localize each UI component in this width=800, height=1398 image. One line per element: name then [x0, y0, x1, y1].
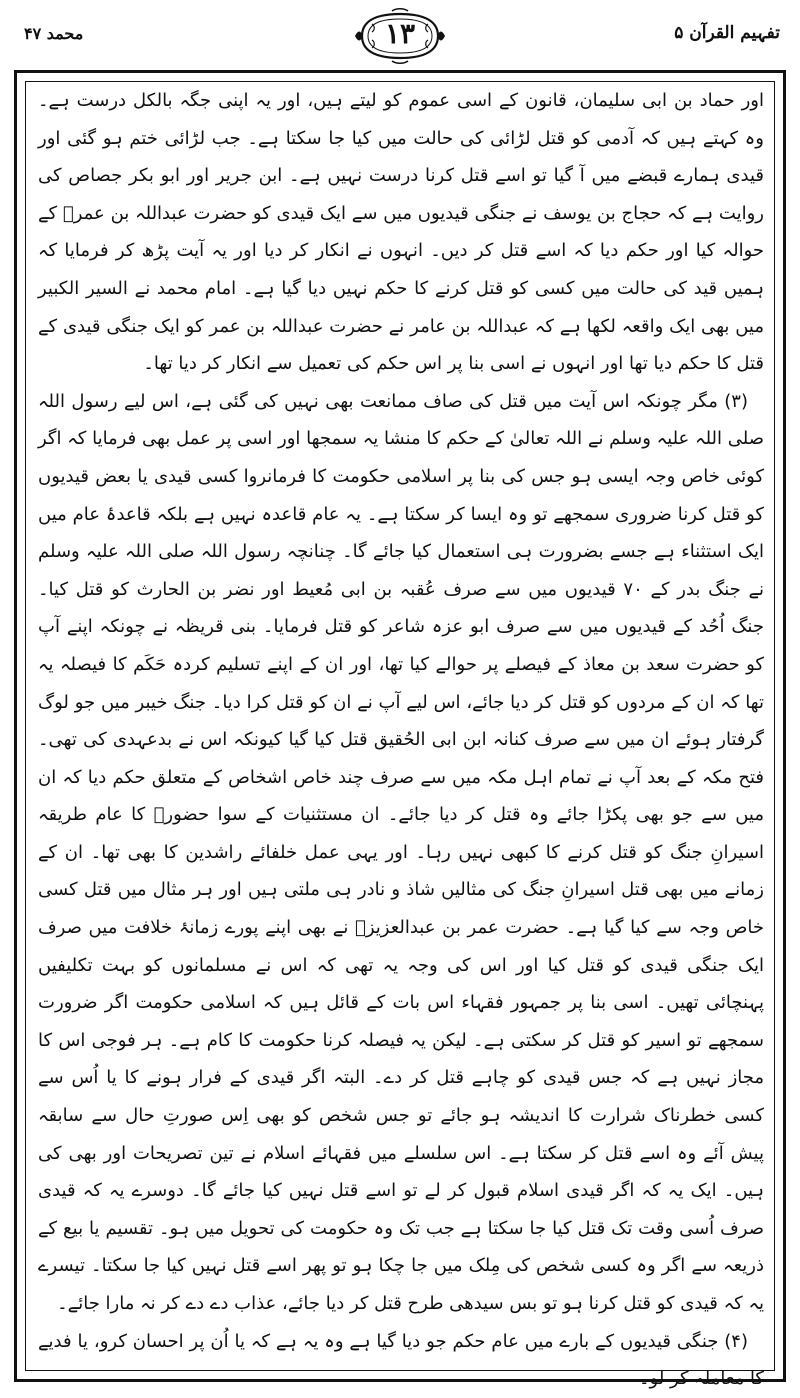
paragraph-2: (۳) مگر چونکہ اس آیت میں قتل کی صاف ممانعت بھی نہیں کی گئی ہے، اس لیے رسول اللہ صلی اللہ علیہ وسلم نے اللہ تعالیٰ کے حکم کا منشا یہ سمجھا اور اسی پر عمل بھی فرمایا کہ اگر کوئی خاص وجہ ایسی ہو جس کی بنا پر اسلامی حکومت کا فرمانروا کسی قیدی یا بعض قیدیوں کو قتل کرنا ضروری سمجھے تو وہ ایسا کر سکتا ہے۔ یہ عام قاعدہ نہیں ہے بلکہ قاعدۂ عام میں ایک استثناء ہے جسے بضرورت ہی استعمال کیا جائے گا۔ چنانچہ رسول اللہ صلی اللہ علیہ وسلم نے جنگ بدر کے ۷۰ قیدیوں میں سے صرف عُقبہ بن ابی مُعیط اور نضر بن الحارث کو قتل کیا۔ جنگ اُحُد کے قیدیوں میں سے صرف ابو عزہ شاعر کو قتل فرمایا۔ بنی قریظہ نے چونکہ اپنے آپ کو حضرت سعد بن معاذ کے فیصلے پر حوالے کیا تھا، اور ان کے اپنے تسلیم کردہ حَکَم کا فیصلہ یہ تھا کہ ان کے مردوں کو قتل کر دیا جائے، اس لیے آپ نے ان کو قتل کرا دیا۔ جنگ خیبر میں جو لوگ گرفتار ہوئے ان میں سے صرف کنانہ ابن ابی الحُقیق قتل کیا گیا کیونکہ اس نے بدعہدی کی تھی۔ فتح مکہ کے بعد آپ نے تمام اہل مکہ میں سے صرف چند خاص اشخاص کے متعلق حکم دیا کہ ان میں سے جو بھی پکڑا جائے وہ قتل کر دیا جائے۔ ان مستثنیات کے سوا حضورؐ کا عام طریقہ اسیرانِ جنگ کو قتل کرنے کا کبھی نہیں رہا۔ اور یہی عمل خلفائے راشدین کا بھی تھا۔ ان کے زمانے میں بھی قتل اسیرانِ جنگ کی مثالیں شاذ و نادر ہی ملتی ہیں اور ہر مثال میں قتل کسی خاص وجہ سے کیا گیا ہے۔ حضرت عمر بن عبدالعزیزؒ نے بھی اپنے پورے زمانۂ خلافت میں صرف ایک جنگی قیدی کو قتل کیا اور اس کی وجہ یہ تھی کہ اس نے مسلمانوں کو بہت تکلیفیں پہنچائی تھیں۔ اسی بنا پر جمہور فقہاء اس بات کے قائل ہیں کہ اسلامی حکومت اگر ضرورت سمجھے تو اسیر کو قتل کر سکتی ہے۔ لیکن یہ فیصلہ کرنا حکومت کا کام ہے۔ ہر فوجی اس کا مجاز نہیں ہے کہ جس قیدی کو چاہے قتل کر دے۔ البتہ اگر قیدی کے فرار ہونے کا یا اُس سے کسی خطرناک شرارت کا اندیشہ ہو جائے تو جس شخص کو بھی اِس صورتِ حال سے سابقہ پیش آئے وہ اسے قتل کر سکتا ہے۔ اس سلسلے میں فقہائے اسلام نے تین تصریحات اور بھی کی ہیں۔ ایک یہ کہ اگر قیدی اسلام قبول کر لے تو اسے قتل نہیں کیا جائے گا۔ دوسرے یہ کہ قیدی صرف اُسی وقت تک قتل کیا جا سکتا ہے جب تک وہ حکومت کی تحویل میں ہو۔ تقسیم یا بیع کے ذریعہ سے اگر وہ کسی شخص کی مِلک میں جا چکا ہو تو پھر اسے قتل نہیں کیا جا سکتا۔ تیسرے یہ کہ قیدی کو قتل کرنا ہو تو بس سیدھی طرح قتل کر دیا جائے، عذاب دے دے کر نہ مارا جائے۔ — [38, 390, 764, 1314]
page-number-badge — [352, 8, 448, 64]
surah-reference: محمد ۴۷ — [24, 24, 84, 43]
paragraph-1: اور حماد بن ابی سلیمان، قانون کے اسی عموم کو لیتے ہیں، اور یہ اپنی جگہ بالکل درست ہے۔ وہ کہتے ہیں کہ آدمی کو قتل لڑائی کی حالت میں کیا جا سکتا ہے۔ جب لڑائی ختم ہو گئی اور قیدی ہمارے قبضے میں آ گیا تو اسے قتل کرنا درست نہیں ہے۔ ابن جریر اور ابو بکر جصاص کی روایت ہے کہ حجاج بن یوسف نے جنگی قیدیوں میں سے ایک قیدی کو حضرت عبداللہ بن عمرؓ کے حوالہ کیا اور حکم دیا کہ اسے قتل کر دیں۔ انہوں نے انکار کر دیا اور یہ آیت پڑھ کر فرمایا کہ ہمیں قید کی حالت میں کسی کو قتل کرنے کا حکم نہیں دیا گیا ہے۔ امام محمد نے السیر الکبیر میں بھی ایک واقعہ لکھا ہے کہ عبداللہ بن عامر نے حضرت عبداللہ بن عمر کو ایک جنگی قیدی کے قتل کا حکم دیا تھا اور انہوں نے اسی بنا پر اس حکم کی تعمیل سے انکار کر دیا تھا۔ — [38, 90, 764, 375]
page-header — [14, 8, 786, 68]
paragraph-3: (۴) جنگی قیدیوں کے بارے میں عام حکم جو دیا گیا ہے وہ یہ ہے کہ یا اُن پر احسان کرو، یا فدیے کا معاملہ کر لو۔ — [38, 1330, 764, 1390]
body-text — [38, 82, 764, 1390]
page-number: ۱۳ — [384, 17, 416, 50]
book-title: تفہیم القرآن ۵ — [674, 23, 780, 43]
